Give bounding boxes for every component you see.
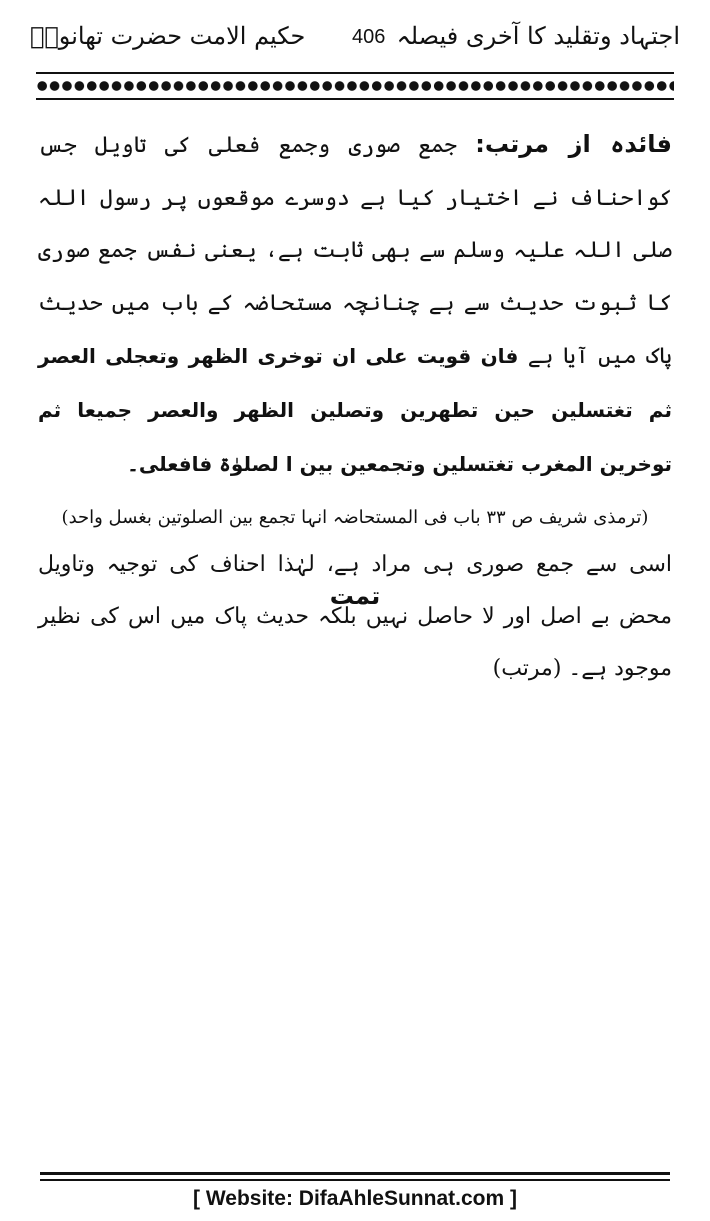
page-header xyxy=(30,18,680,58)
footer-rule-thick xyxy=(40,1172,670,1175)
page-number: 406 xyxy=(352,26,386,48)
note-label: فائدہ از مرتب: xyxy=(475,130,672,158)
divider-rule-bottom xyxy=(36,98,674,100)
ornamental-divider xyxy=(36,72,674,100)
divider-rule-top xyxy=(36,72,674,74)
hadith-arabic-text: فان قویت علی ان توخری الظھر وتعجلی العصر ثم تغتسلین حین تطھرین وتصلین الظھر والعصر جمیعا ثم توخرین المغرب تغتسلین وتجمعین بین ا لصلوٰۃ فافعلی۔ xyxy=(38,344,672,476)
note-paragraph xyxy=(38,118,672,491)
website-footer: [ Website: DifaAhleSunnat.com ] xyxy=(193,1187,517,1210)
footer-rule-thin xyxy=(40,1179,670,1181)
closing-word: تمت xyxy=(329,582,381,610)
hadith-citation: (ترمذی شریف ص ۳۳ باب فی المستحاضہ انہا تجمع بین الصلوتین بغسل واحد) xyxy=(61,507,649,529)
note-urdu-text: جمع صوری وجمع فعلی کی تاویل جس کواحناف نے اختیار کیا ہے دوسرے موقعوں پر رسول اللہ صلی اللہ علیہ وسلم سے بھی ثابت ہے، یعنی نفس جمع صوری کا ثبوت حدیث سے ہے چنانچہ مستحاضہ کے باب میں حدیث پاک میں آیا ہے xyxy=(38,133,672,370)
conclusion-paragraph: اسی سے جمع صوری ہی مراد ہے، لہٰذا احناف کی توجیہ وتاویل محض بے اصل اور لا حاصل نہیں بلکہ حدیث پاک میں اس کی نظیر موجود ہے۔ (مرتب) xyxy=(38,552,672,682)
book-title: اجتہاد وتقلید کا آخری فیصلہ xyxy=(396,22,680,50)
ornament-dots xyxy=(36,79,674,93)
author-name: حکیم الامت حضرت تھانویؒ xyxy=(30,22,306,50)
footer-divider xyxy=(40,1172,670,1184)
